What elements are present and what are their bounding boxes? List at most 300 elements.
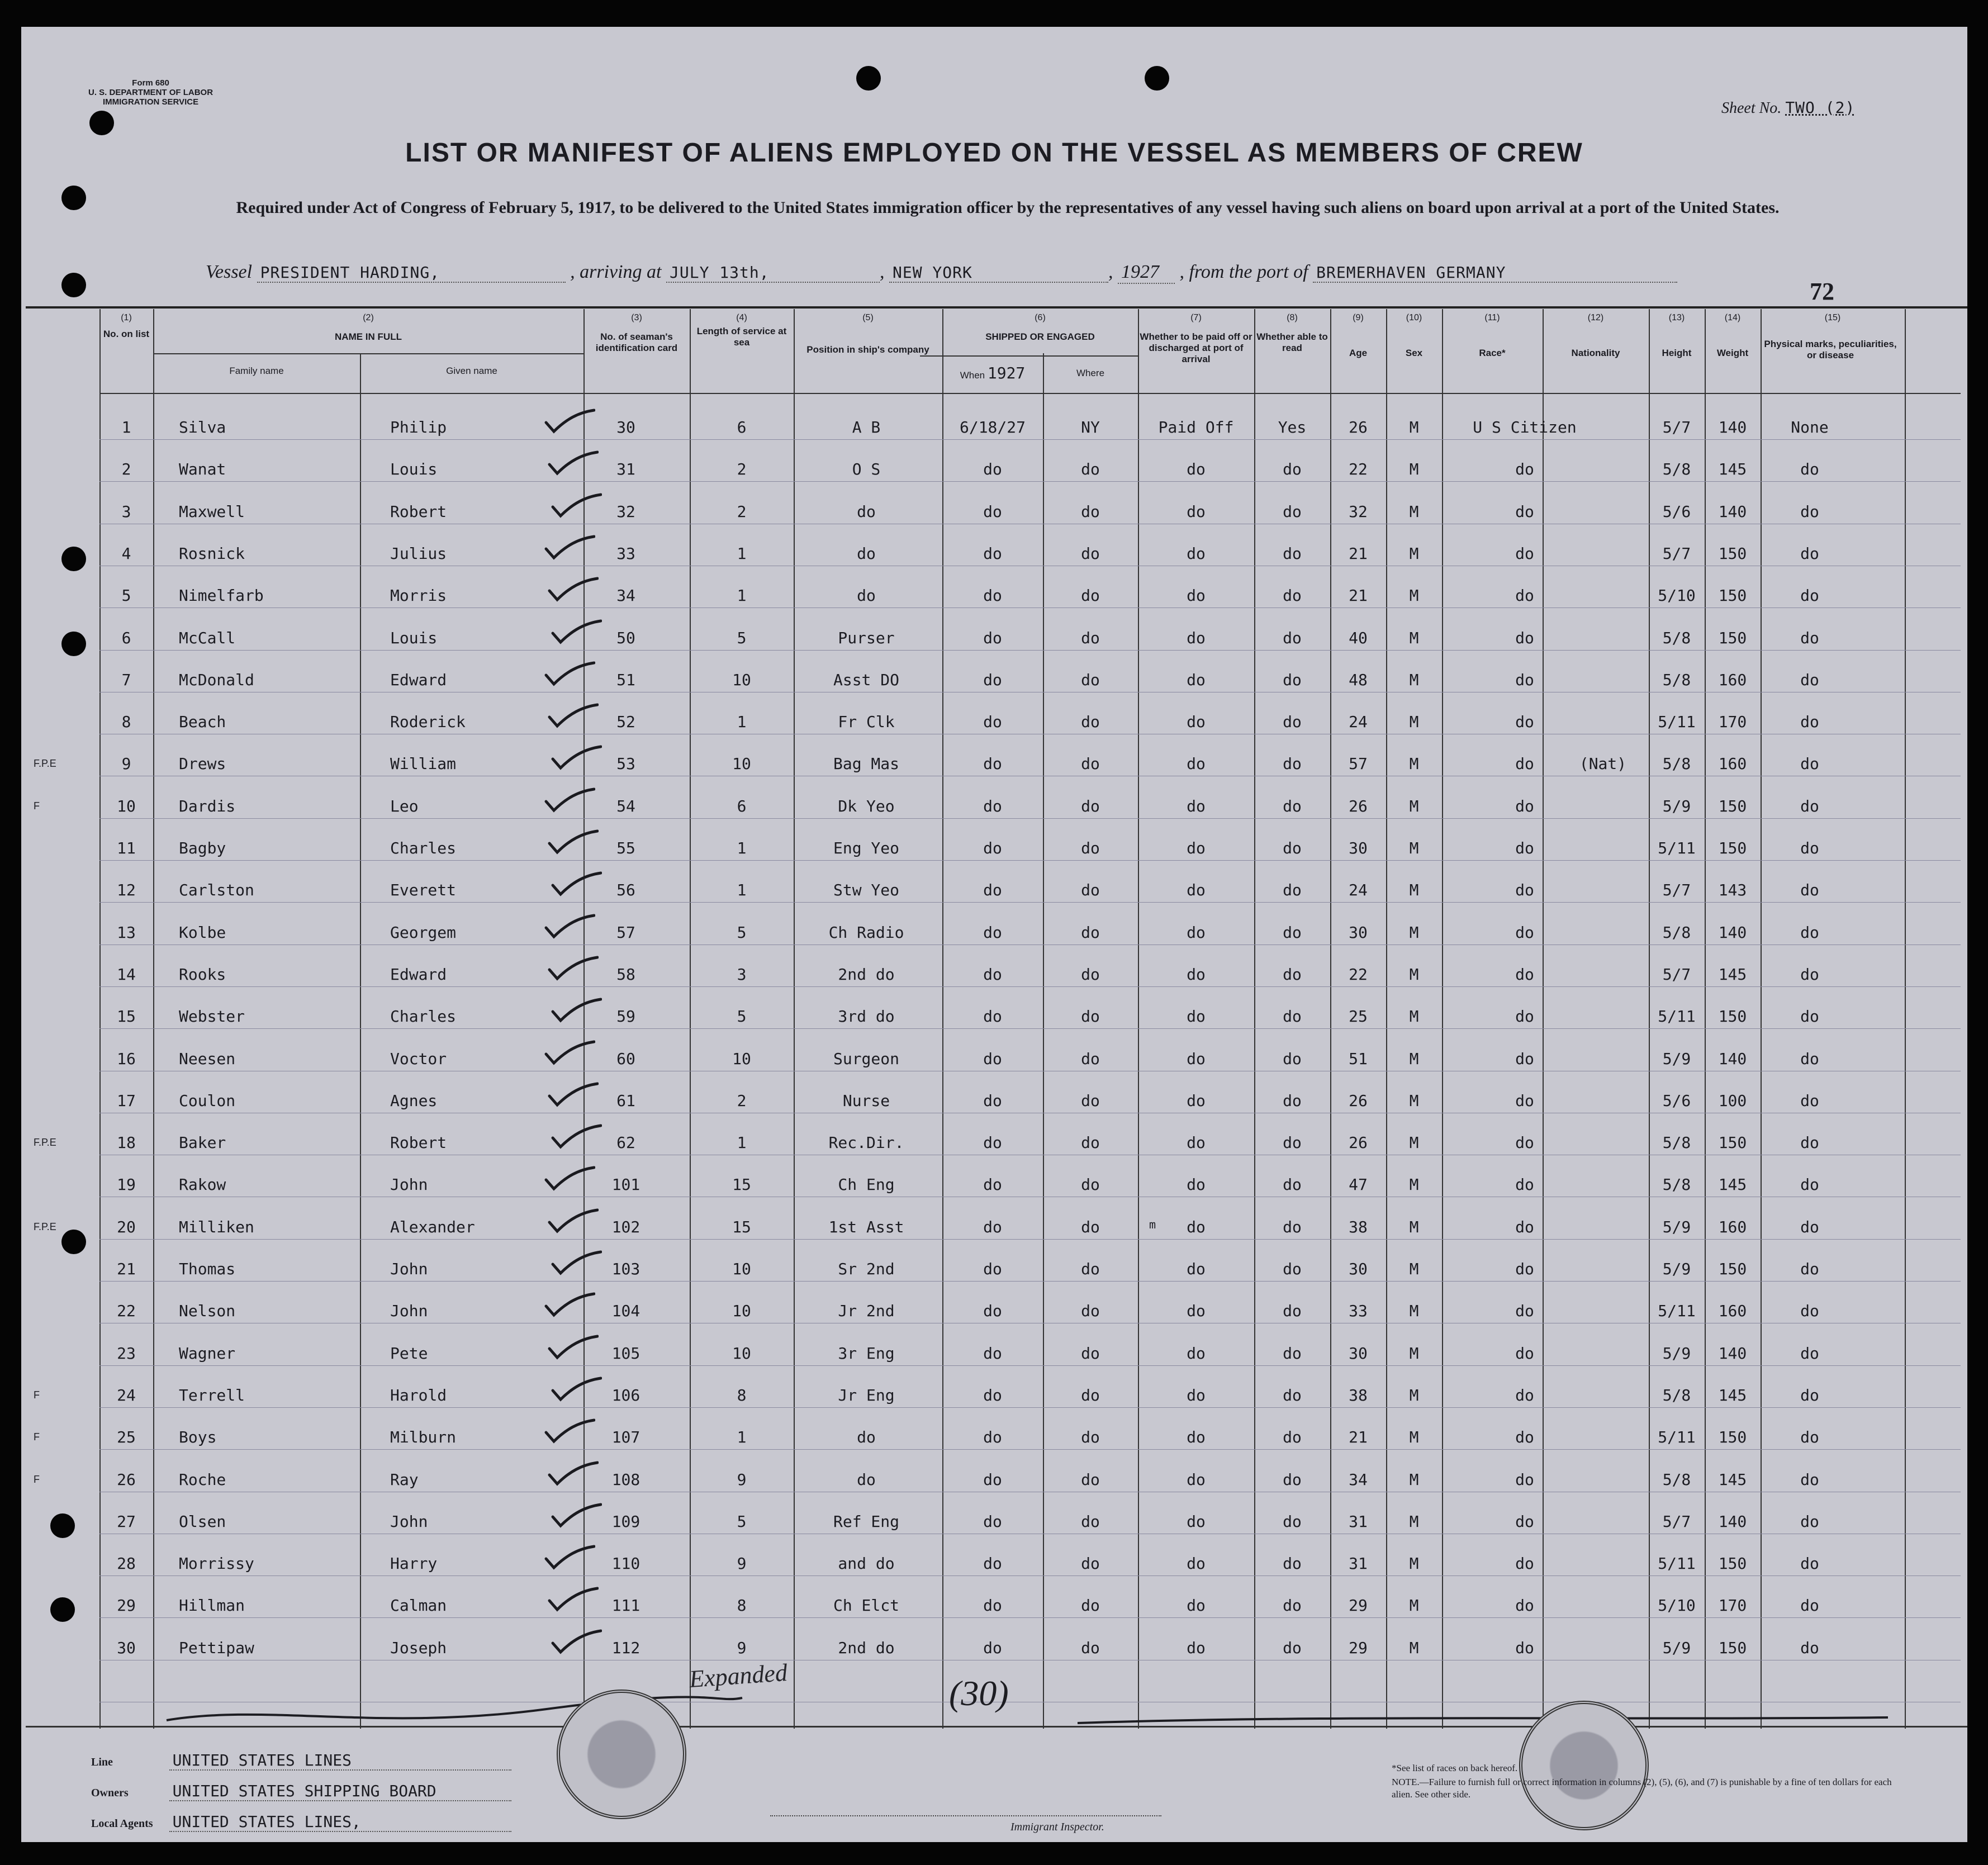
cell-paid: do [1187,544,1206,563]
cell-sex: M [1409,1428,1419,1447]
cell-paid: do [1187,796,1206,815]
cell-family: Wagner [179,1344,236,1363]
check-mark [544,1544,595,1570]
cell-race: do [1515,1260,1534,1278]
cell-weight: 150 [1718,1007,1747,1026]
cell-marks: do [1800,923,1819,942]
cell-read: do [1283,1175,1302,1194]
cell-age: 22 [1349,965,1368,984]
cell-position: Surgeon [833,1049,899,1068]
cell-no: 7 [121,670,131,689]
cell-paid: do [1187,881,1206,900]
cell-given: Everett [390,881,457,900]
column-number: (4) [736,313,747,322]
cell-height: 5/8 [1662,1175,1691,1194]
cell-no: 24 [117,1385,136,1404]
cell-no: 2 [121,460,131,479]
cell-where: do [1081,1638,1100,1657]
cell-when: do [983,502,1002,521]
cell-height: 5/9 [1662,1049,1691,1068]
check-mark [544,1418,595,1444]
check-mark [551,492,602,518]
cell-height: 5/11 [1658,1428,1696,1447]
cell-no: 22 [117,1302,136,1321]
cell-height: 5/11 [1658,839,1696,857]
cell-service: 8 [737,1385,747,1404]
row-rule [99,650,1961,651]
cell-weight: 150 [1718,1638,1747,1657]
cell-where: do [1081,1428,1100,1447]
page-title [21,137,1967,168]
cell-when: do [983,965,1002,984]
cell-race: do [1515,1344,1534,1363]
cell-no: 26 [117,1470,136,1489]
cell-position: Ch Elct [833,1596,899,1615]
row-rule [99,1028,1961,1029]
page-subtitle: Required under Act of Congress of February 5, 1917, to be delivered to the United States immigration officer by the representatives of any vessel having such aliens on board upon arrival at a port of the United States. [236,198,1780,217]
cell-when: do [983,1596,1002,1615]
cell-sex: M [1409,502,1419,521]
cell-sex: M [1409,1302,1419,1321]
cell-race: do [1515,713,1534,732]
footer-divider [26,1726,1967,1728]
cell-sex: M [1409,1638,1419,1657]
cell-service: 1 [737,881,747,900]
cell-read: do [1283,1470,1302,1489]
cell-card: 104 [611,1302,640,1321]
arrival-year: 1927 [1118,262,1175,284]
header-age: Age [1349,348,1368,358]
cell-paid: do [1187,1217,1206,1236]
cell-given: Edward [390,965,447,984]
cell-family: Boys [179,1428,217,1447]
cell-read: do [1283,1049,1302,1068]
cell-card: 58 [616,965,635,984]
cell-paid: do [1187,1554,1206,1573]
cell-position: Asst DO [833,670,899,689]
cell-card: 62 [616,1133,635,1152]
vessel-line: Vessel PRESIDENT HARDING, , arriving at JULY 13th, , NEW YORK , 1927 , from the port of BREMERHAVEN GERMANY [206,262,1677,284]
cell-where: do [1081,1470,1100,1489]
cell-weight: 150 [1718,839,1747,857]
cell-card: 107 [611,1428,640,1447]
consulate-seal-right [1519,1701,1649,1830]
column-number: (15) [1824,313,1841,322]
cell-given: Georgem [390,923,457,942]
cell-height: 5/7 [1662,1512,1691,1531]
check-mark [547,703,599,728]
cell-race: do [1515,1554,1534,1573]
sheet-label: Sheet No. [1721,99,1782,117]
cell-race: do [1515,1175,1534,1194]
check-mark [547,1081,599,1107]
cell-race: do [1515,1428,1534,1447]
cell-given: Agnes [390,1091,438,1110]
cell-marks: do [1800,754,1819,773]
margin-mark: F.P.E [34,1221,56,1232]
cell-family: Nimelfarb [179,586,264,605]
cell-card: 102 [611,1217,640,1236]
header-id-card: No. of seaman's identification card [595,331,678,353]
cell-card: 60 [616,1049,635,1068]
cell-service: 10 [732,1344,751,1363]
row-rule [99,860,1961,861]
check-mark [551,1629,602,1654]
column-number: (3) [631,313,642,322]
binder-hole [50,1597,75,1622]
margin-mark: F [34,1431,40,1443]
cell-given: John [390,1175,428,1194]
cell-service: 9 [737,1470,747,1489]
cell-service: 5 [737,923,747,942]
cell-card: 112 [611,1638,640,1657]
cell-service: 9 [737,1638,747,1657]
cell-family: Drews [179,754,226,773]
cell-where: do [1081,670,1100,689]
cell-when: do [983,1260,1002,1278]
cell-card: 103 [611,1260,640,1278]
cell-marks: do [1800,1428,1819,1447]
cell-service: 1 [737,1133,747,1152]
header-where: Where [1076,368,1105,378]
from-port: BREMERHAVEN GERMANY [1313,263,1677,283]
cell-family: McDonald [179,670,254,689]
cell-no: 18 [117,1133,136,1152]
cell-given: Charles [390,839,457,857]
cell-marks: do [1800,713,1819,732]
cell-family: Dardis [179,796,236,815]
cell-read: do [1283,1007,1302,1026]
consulate-seal-left [557,1690,686,1819]
cell-age: 51 [1349,1049,1368,1068]
cell-service: 2 [737,460,747,479]
cell-when: do [983,796,1002,815]
cell-family: Rosnick [179,544,245,563]
check-mark [544,913,595,939]
cell-service: 15 [732,1217,751,1236]
cell-no: 6 [121,628,131,647]
binder-hole [61,1230,86,1254]
cell-where: do [1081,1007,1100,1026]
cell-paid: do [1187,1049,1206,1068]
cell-when: do [983,544,1002,563]
cell-age: 26 [1349,1091,1368,1110]
cell-paid: do [1187,754,1206,773]
header-divider [99,393,1961,394]
cell-race: do [1515,1512,1534,1531]
cell-sex: M [1409,1007,1419,1026]
cell-when: do [983,1385,1002,1404]
cell-marks: do [1800,586,1819,605]
cell-race: do [1515,460,1534,479]
cell-sex: M [1409,1470,1419,1489]
header-sex: Sex [1405,348,1423,358]
cell-marks: do [1800,1007,1819,1026]
cell-no: 30 [117,1638,136,1657]
cell-nat: (Nat) [1579,754,1627,773]
cell-where: do [1081,1049,1100,1068]
cell-race: U S Citizen [1473,418,1577,436]
cell-race: do [1515,923,1534,942]
cell-race: do [1515,1091,1534,1110]
column-number: (2) [363,313,374,322]
cell-card: 32 [616,502,635,521]
inspector-label: Immigrant Inspector. [1010,1821,1104,1833]
cell-height: 5/9 [1662,1344,1691,1363]
cell-position: 3rd do [838,1007,895,1026]
cell-weight: 140 [1718,418,1747,436]
cell-service: 10 [732,754,751,773]
cell-when: do [983,1217,1002,1236]
cell-when: do [983,670,1002,689]
cell-weight: 145 [1718,1385,1747,1404]
cell-position: 1st Asst [828,1217,904,1236]
cell-paid: do [1187,1638,1206,1657]
cell-no: 11 [117,839,136,857]
cell-where: do [1081,839,1100,857]
cell-weight: 160 [1718,670,1747,689]
cell-race: do [1515,1470,1534,1489]
cell-read: do [1283,1344,1302,1363]
cell-marks: do [1800,1302,1819,1321]
cell-paid: do [1187,460,1206,479]
binder-hole [1145,66,1169,91]
cell-sex: M [1409,796,1419,815]
cell-family: McCall [179,628,236,647]
margin-mark: F [34,1389,40,1401]
check-mark [547,450,599,476]
column-number: (1) [121,313,132,322]
cell-read: do [1283,1596,1302,1615]
cell-service: 1 [737,1428,747,1447]
cell-given: John [390,1260,428,1278]
row20-prefix: m [1149,1217,1156,1231]
check-mark [551,744,602,770]
cell-weight: 150 [1718,1554,1747,1573]
cell-when: do [983,1091,1002,1110]
binder-hole [61,186,86,210]
cell-age: 30 [1349,1260,1368,1278]
cell-position: 3r Eng [838,1344,895,1363]
column-number: (5) [862,313,874,322]
cell-marks: do [1800,1217,1819,1236]
cell-weight: 143 [1718,881,1747,900]
cell-height: 5/8 [1662,460,1691,479]
cell-card: 57 [616,923,635,942]
cell-card: 109 [611,1512,640,1531]
vessel-name: PRESIDENT HARDING, [257,263,566,283]
cell-no: 16 [117,1049,136,1068]
cell-position: Eng Yeo [833,839,899,857]
cell-marks: do [1800,1638,1819,1657]
cell-marks: do [1800,502,1819,521]
cell-marks: do [1800,1133,1819,1152]
cell-position: Ch Eng [838,1175,895,1194]
cell-card: 59 [616,1007,635,1026]
cell-race: do [1515,965,1534,984]
check-mark [547,1334,599,1360]
row-rule [99,818,1961,819]
row-rule [99,1617,1961,1618]
cell-weight: 145 [1718,1175,1747,1194]
cell-card: 33 [616,544,635,563]
cell-where: do [1081,1133,1100,1152]
header-race: Race* [1479,348,1506,358]
cell-race: do [1515,502,1534,521]
cell-race: do [1515,1302,1534,1321]
cell-read: do [1283,1554,1302,1573]
check-mark [544,408,595,434]
cell-given: Milburn [390,1428,457,1447]
cell-card: 110 [611,1554,640,1573]
cell-when: do [983,460,1002,479]
cell-given: John [390,1512,428,1531]
cell-marks: do [1800,796,1819,815]
cell-where: do [1081,586,1100,605]
cell-weight: 140 [1718,1049,1747,1068]
cell-when: do [983,1638,1002,1657]
cell-card: 31 [616,460,635,479]
header-no-on-list: No. on list [103,329,150,339]
cell-age: 47 [1349,1175,1368,1194]
cell-sex: M [1409,1344,1419,1363]
cell-paid: do [1187,1302,1206,1321]
cell-position: do [857,1428,876,1447]
agents-label: Local Agents [91,1817,153,1830]
cell-height: 5/6 [1662,502,1691,521]
cell-read: do [1283,1512,1302,1531]
cell-marks: do [1800,1385,1819,1404]
cell-where: do [1081,713,1100,732]
cell-age: 21 [1349,1428,1368,1447]
owners-label: Owners [91,1787,129,1799]
column-number: (10) [1406,313,1422,322]
cell-service: 3 [737,965,747,984]
page-number: 72 [1810,278,1834,305]
header-height: Height [1662,348,1692,358]
cell-when: do [983,628,1002,647]
cell-age: 33 [1349,1302,1368,1321]
footer-agents [91,1812,511,1832]
cell-no: 4 [121,544,131,563]
cell-given: Harold [390,1385,447,1404]
cell-read: do [1283,1428,1302,1447]
cell-paid: do [1187,1175,1206,1194]
cell-service: 1 [737,713,747,732]
department-name: U. S. DEPARTMENT OF LABOR [88,88,213,97]
header-weight: Weight [1716,348,1749,358]
cell-read: do [1283,713,1302,732]
owners-value: UNITED STATES SHIPPING BOARD [169,1782,511,1801]
cell-when: do [983,1470,1002,1489]
cell-marks: do [1800,1470,1819,1489]
cell-marks: do [1800,965,1819,984]
cell-family: Kolbe [179,923,226,942]
cell-given: Edward [390,670,447,689]
cell-when: do [983,1554,1002,1573]
cell-age: 32 [1349,502,1368,521]
margin-mark: F.P.E [34,1137,56,1149]
cell-weight: 150 [1718,1260,1747,1278]
cell-family: Baker [179,1133,226,1152]
cell-service: 1 [737,544,747,563]
cell-age: 25 [1349,1007,1368,1026]
cell-card: 56 [616,881,635,900]
cell-weight: 170 [1718,713,1747,732]
cell-read: do [1283,1091,1302,1110]
cell-race: do [1515,586,1534,605]
cell-where: do [1081,1302,1100,1321]
cell-family: Maxwell [179,502,245,521]
cell-height: 5/9 [1662,1638,1691,1657]
check-mark [551,619,602,644]
closing-scribble [155,1670,1944,1748]
margin-mark: F.P.E [34,758,56,770]
cell-card: 34 [616,586,635,605]
cell-position: do [857,1470,876,1489]
cell-service: 10 [732,670,751,689]
cell-where: do [1081,1554,1100,1573]
check-mark [547,1460,599,1486]
check-mark [544,1165,595,1191]
cell-service: 5 [737,1007,747,1026]
cell-weight: 160 [1718,1217,1747,1236]
cell-when: do [983,1007,1002,1026]
cell-where: do [1081,1175,1100,1194]
cell-race: do [1515,544,1534,563]
check-mark [551,997,602,1023]
cell-read: do [1283,1217,1302,1236]
cell-where: do [1081,881,1100,900]
binder-hole [89,111,114,135]
cell-no: 19 [117,1175,136,1194]
cell-card: 54 [616,796,635,815]
cell-sex: M [1409,1385,1419,1404]
cell-position: and do [838,1554,895,1573]
cell-paid: do [1187,1091,1206,1110]
cell-paid: do [1187,1512,1206,1531]
check-mark [551,1376,602,1402]
cell-no: 17 [117,1091,136,1110]
cell-age: 30 [1349,1344,1368,1363]
cell-card: 51 [616,670,635,689]
cell-card: 61 [616,1091,635,1110]
cell-read: do [1283,460,1302,479]
cell-weight: 140 [1718,1512,1747,1531]
cell-read: do [1283,1385,1302,1404]
cell-when: 6/18/27 [959,418,1026,436]
cell-card: 53 [616,754,635,773]
cell-where: do [1081,502,1100,521]
binder-hole [61,273,86,297]
cell-position: do [857,502,876,521]
cell-service: 5 [737,628,747,647]
cell-family: Silva [179,418,226,436]
manifest-sheet [21,27,1967,1842]
cell-given: William [390,754,457,773]
cell-where: do [1081,1344,1100,1363]
cell-sex: M [1409,881,1419,900]
binder-hole [856,66,881,91]
cell-card: 30 [616,418,635,436]
cell-given: Leo [390,796,419,815]
cell-race: do [1515,628,1534,647]
cell-where: do [1081,754,1100,773]
cell-family: Beach [179,713,226,732]
cell-sex: M [1409,1049,1419,1068]
column-number: (9) [1353,313,1364,322]
cell-given: Julius [390,544,447,563]
